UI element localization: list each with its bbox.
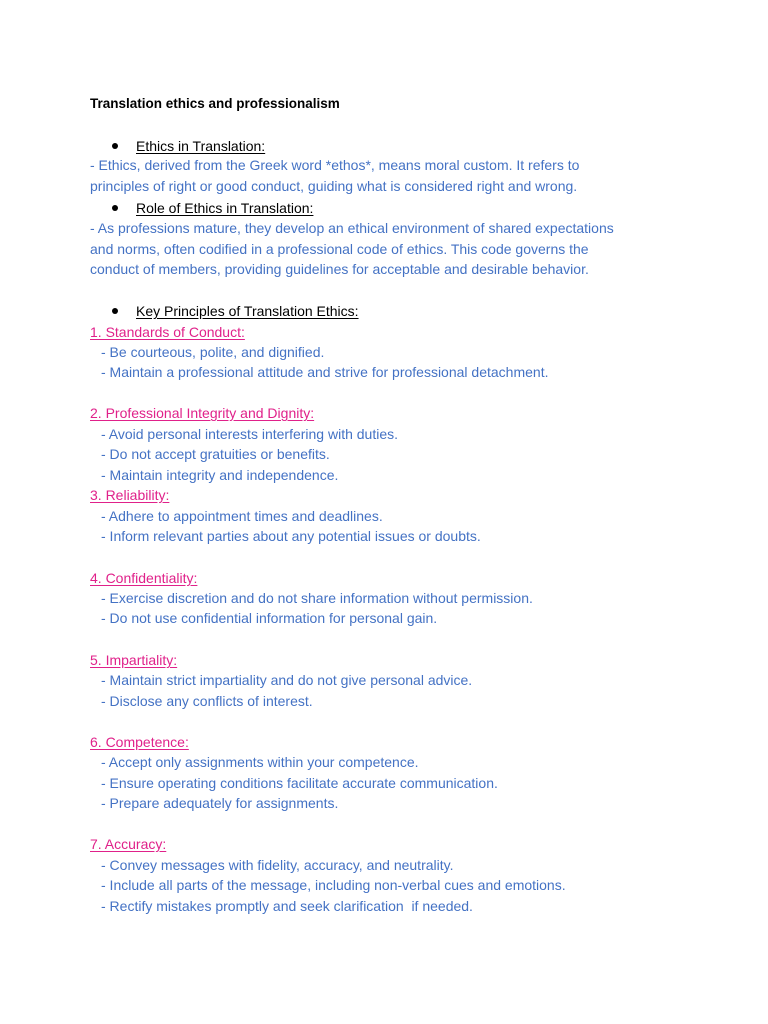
principle-heading: 3. Reliability: xyxy=(90,487,170,503)
bullet-key-principles xyxy=(112,302,359,320)
bullet-role-of-ethics xyxy=(112,199,313,217)
principle-heading: 6. Competence: xyxy=(90,734,189,750)
paragraph-line: - Ethics, derived from the Greek word *ethos*, means moral custom. It refers to xyxy=(90,157,580,173)
principle-heading: 1. Standards of Conduct: xyxy=(90,324,245,340)
principle-item: - Maintain integrity and independence. xyxy=(101,467,339,483)
document-title: Translation ethics and professionalism xyxy=(90,96,340,111)
paragraph-line: - As professions mature, they develop an ethical environment of shared expectations xyxy=(90,220,614,236)
principle-item: - Prepare adequately for assignments. xyxy=(101,795,339,811)
bullet-dot-icon xyxy=(112,143,118,149)
principle-heading: 2. Professional Integrity and Dignity: xyxy=(90,405,315,421)
role-paragraph xyxy=(90,218,670,280)
principle-item: - Rectify mistakes promptly and seek clarification if needed. xyxy=(101,898,473,914)
principle-heading: 7. Accuracy: xyxy=(90,836,167,852)
principle-item: - Disclose any conflicts of interest. xyxy=(101,693,313,709)
paragraph-line: conduct of members, providing guidelines for acceptable and desirable behavior. xyxy=(90,261,589,278)
principle-item: - Be courteous, polite, and dignified. xyxy=(101,344,325,360)
principle-item: - Include all parts of the message, including non-verbal cues and emotions. xyxy=(101,877,566,893)
bullet-dot-icon xyxy=(112,205,118,211)
principle-item: - Ensure operating conditions facilitate accurate communication. xyxy=(101,775,498,791)
ethics-paragraph xyxy=(90,155,670,196)
bullet-label: Role of Ethics in Translation: xyxy=(136,200,314,216)
bullet-dot-icon xyxy=(112,308,118,314)
paragraph-line: and norms, often codified in a professional code of ethics. This code governs the xyxy=(90,240,589,257)
principle-item: - Maintain strict impartiality and do not give personal advice. xyxy=(101,672,473,688)
bullet-label: Key Principles of Translation Ethics: xyxy=(136,303,359,319)
paragraph-line: principles of right or good conduct, guiding what is considered right and wrong. xyxy=(90,177,578,194)
principle-item: - Do not accept gratuities or benefits. xyxy=(101,446,330,462)
principle-item: - Inform relevant parties about any potential issues or doubts. xyxy=(101,528,481,544)
principle-item: - Do not use confidential information for personal gain. xyxy=(101,610,438,626)
principle-item: - Accept only assignments within your competence. xyxy=(101,754,419,770)
principle-item: - Exercise discretion and do not share information without permission. xyxy=(101,590,533,606)
principle-heading: 5. Impartiality: xyxy=(90,652,178,668)
bullet-ethics-in-translation xyxy=(112,137,265,155)
principle-item: - Convey messages with fidelity, accuracy, and neutrality. xyxy=(101,857,454,873)
bullet-label: Ethics in Translation: xyxy=(136,138,266,154)
principle-item: - Maintain a professional attitude and strive for professional detachment. xyxy=(101,364,549,380)
principle-item: - Avoid personal interests interfering with duties. xyxy=(101,426,399,442)
principle-heading: 4. Confidentiality: xyxy=(90,570,198,586)
principle-item: - Adhere to appointment times and deadlines. xyxy=(101,508,383,524)
